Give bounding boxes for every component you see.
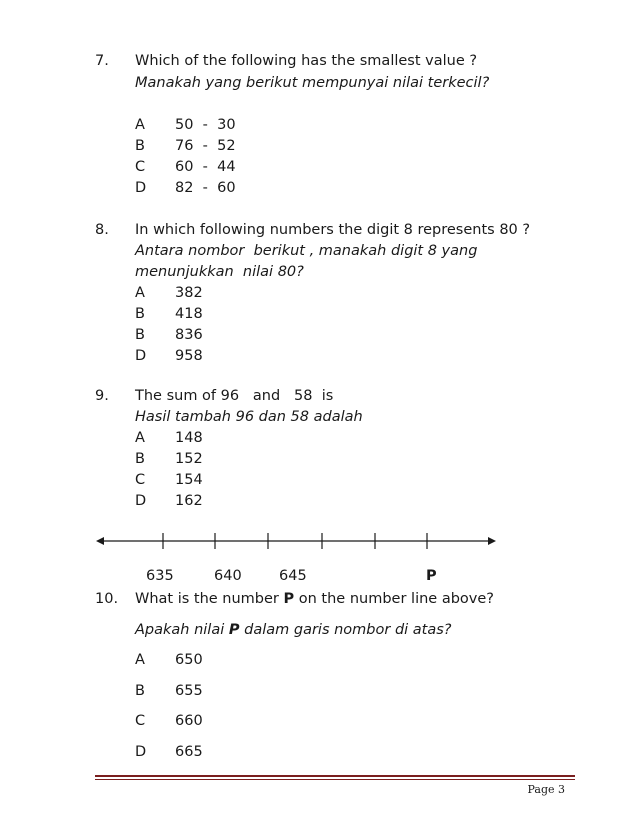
q8-option-value: 836 bbox=[175, 327, 203, 343]
q10-option-letter: A bbox=[135, 652, 145, 668]
q9-option-value: 152 bbox=[175, 451, 203, 467]
footer-rule-thin bbox=[95, 779, 575, 780]
number-line-right-arrow bbox=[488, 537, 496, 545]
question-8-text-ms-line-2: menunjukkan nilai 80? bbox=[135, 264, 304, 280]
q9-option-value: 162 bbox=[175, 493, 203, 509]
question-10-text-ms bbox=[135, 621, 452, 639]
q10-text-ms-post: dalam garis nombor di atas? bbox=[239, 622, 452, 638]
question-8-number: 8. bbox=[95, 222, 109, 238]
number-line-left-arrow bbox=[96, 537, 104, 545]
q10-option-letter: D bbox=[135, 744, 147, 760]
q7-option-value: 82 - 60 bbox=[175, 180, 236, 196]
q10-option-letter: C bbox=[135, 713, 146, 729]
question-9-text-en: The sum of 96 and 58 is bbox=[135, 388, 334, 404]
q8-option-value: 382 bbox=[175, 285, 203, 301]
q7-option-value: 76 - 52 bbox=[175, 138, 236, 154]
question-8-text-en: In which following numbers the digit 8 represents 80 ? bbox=[135, 222, 531, 238]
q10-option-value: 665 bbox=[175, 744, 203, 760]
q7-option-letter: D bbox=[135, 180, 147, 196]
q10-text-ms-bold-p: P bbox=[228, 622, 240, 638]
q7-option-letter: B bbox=[135, 138, 145, 154]
number-line-marker-p: P bbox=[426, 568, 437, 584]
q9-option-letter: C bbox=[135, 472, 146, 488]
q7-option-letter: C bbox=[135, 159, 146, 175]
page-number: Page 3 bbox=[527, 783, 565, 796]
question-10-text-en bbox=[135, 590, 494, 608]
q9-option-letter: A bbox=[135, 430, 145, 446]
question-10-number: 10. bbox=[95, 591, 119, 607]
question-7-text-ms: Manakah yang berikut mempunyai nilai terkecil? bbox=[135, 75, 490, 91]
q7-option-value: 50 - 30 bbox=[175, 117, 236, 133]
question-9-number: 9. bbox=[95, 388, 109, 404]
q10-option-value: 655 bbox=[175, 683, 203, 699]
q10-option-value: 660 bbox=[175, 713, 203, 729]
q8-option-letter: B bbox=[135, 327, 145, 343]
q10-text-en-pre: What is the number bbox=[135, 591, 284, 607]
q10-text-en-post: on the number line above? bbox=[294, 591, 494, 607]
q10-text-ms-pre: Apakah nilai bbox=[135, 622, 229, 638]
q8-option-letter: D bbox=[135, 348, 147, 364]
footer-rule bbox=[95, 775, 575, 777]
q9-option-letter: D bbox=[135, 493, 147, 509]
question-7-text-en: Which of the following has the smallest value ? bbox=[135, 53, 478, 69]
number-line-label: 640 bbox=[214, 568, 242, 584]
q8-option-letter: B bbox=[135, 306, 145, 322]
q8-option-value: 418 bbox=[175, 306, 203, 322]
q9-option-value: 148 bbox=[175, 430, 203, 446]
number-line-label: 645 bbox=[279, 568, 307, 584]
question-9-text-ms: Hasil tambah 96 dan 58 adalah bbox=[135, 409, 363, 425]
q10-text-en-bold-p: P bbox=[283, 591, 295, 607]
question-8-text-ms-line-1: Antara nombor berikut , manakah digit 8 yang bbox=[135, 243, 478, 259]
q8-option-value: 958 bbox=[175, 348, 203, 364]
number-line-label: 635 bbox=[146, 568, 174, 584]
q7-option-value: 60 - 44 bbox=[175, 159, 236, 175]
q8-option-letter: A bbox=[135, 285, 145, 301]
q9-option-letter: B bbox=[135, 451, 145, 467]
q7-option-letter: A bbox=[135, 117, 145, 133]
q10-option-letter: B bbox=[135, 683, 145, 699]
q10-option-value: 650 bbox=[175, 652, 203, 668]
q9-option-value: 154 bbox=[175, 472, 203, 488]
question-7-number: 7. bbox=[95, 53, 109, 69]
